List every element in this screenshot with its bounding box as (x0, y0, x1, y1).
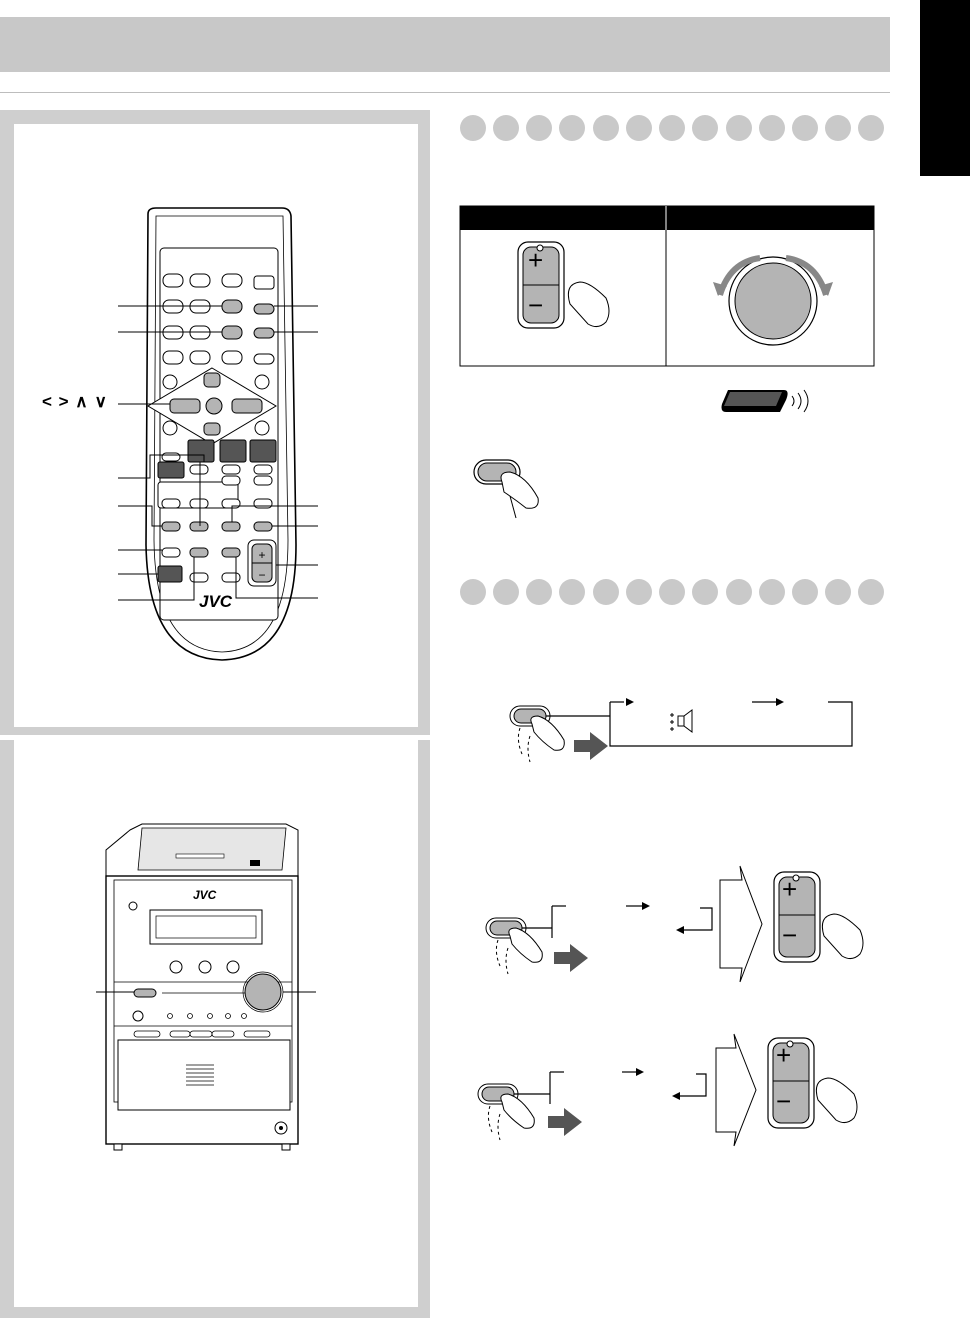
main-unit-illustration (0, 740, 430, 1318)
arrow-keys-label: < > ∧ ∨ (42, 392, 108, 411)
step3-minus-sign: − (776, 1086, 792, 1116)
section-dots-1 (460, 115, 884, 141)
step2-plus-sign: + (782, 874, 798, 904)
speaker-icon (670, 710, 692, 732)
unit-brand-logo: JVC (193, 888, 217, 902)
divider (0, 92, 890, 93)
svg-text:−: − (258, 568, 266, 582)
svg-text:+: + (258, 548, 266, 562)
table-minus-sign: − (528, 290, 544, 320)
language-tab (920, 0, 970, 176)
remote-brand-logo: JVC (199, 592, 233, 611)
right-column-illustrations (430, 100, 900, 1318)
header-bar (0, 17, 890, 72)
step3-plus-sign: + (776, 1040, 792, 1070)
table-plus-sign: + (528, 245, 544, 275)
section-dots-2 (460, 579, 884, 605)
step2-minus-sign: − (782, 920, 798, 950)
remote-control-illustration (0, 110, 430, 735)
